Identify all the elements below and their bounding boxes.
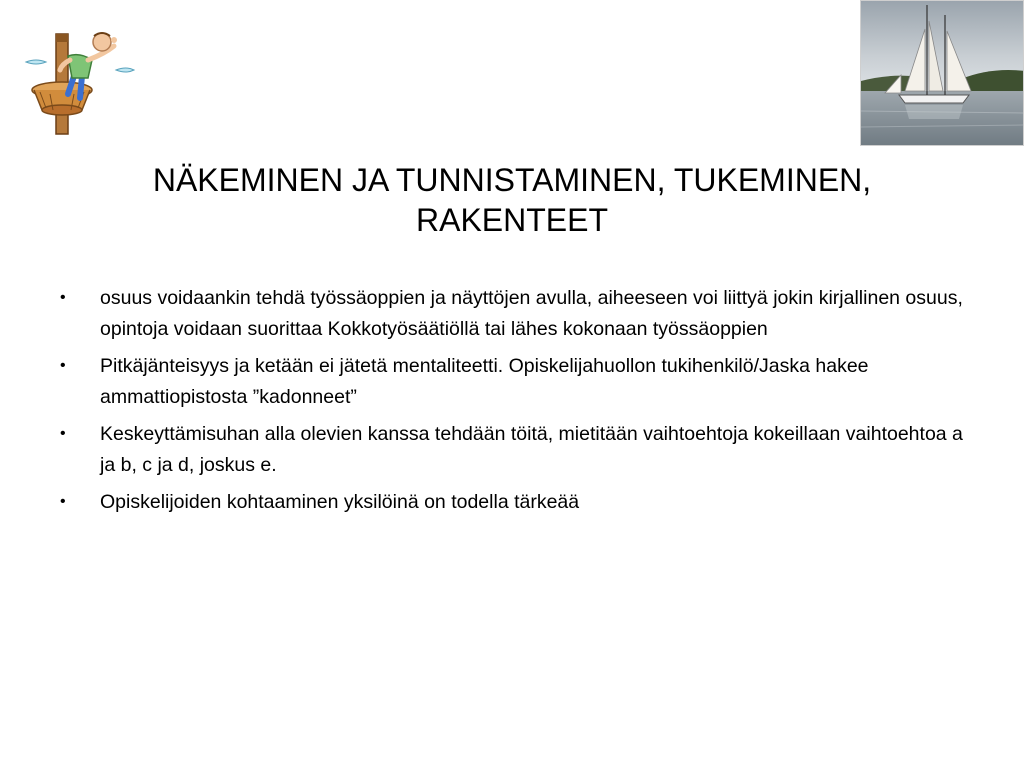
list-item bbox=[60, 351, 970, 412]
list-item-text: osuus voidaankin tehdä työssäoppien ja näyttöjen avulla, aiheeseen voi liittyä jokin kirjallinen osuus, opintoja voidaan suorittaa Kokkotyösäätiöllä tai lähes kokonaan työssäoppien bbox=[100, 287, 963, 340]
bullet-marker: • bbox=[60, 425, 66, 442]
lookout-illustration bbox=[22, 26, 140, 136]
bullet-marker: • bbox=[60, 357, 66, 374]
list-item-text: Keskeyttämisuhan alla olevien kanssa tehdään töitä, mietitään vaihtoehtoja kokeillaan vaihtoehtoa a ja b, c ja d, joskus e. bbox=[100, 423, 963, 476]
list-item-text: Pitkäjänteisyys ja ketään ei jätetä mentaliteetti. Opiskelijahuollon tukihenkilö/Jaska hakee ammattiopistosta ”kadonneet” bbox=[100, 355, 869, 408]
slide-title: NÄKEMINEN JA TUNNISTAMINEN, TUKEMINEN, RAKENTEET bbox=[152, 162, 872, 238]
list-item bbox=[60, 487, 970, 518]
list-item bbox=[60, 419, 970, 480]
bullet-marker: • bbox=[60, 289, 66, 306]
bullet-marker: • bbox=[60, 493, 66, 510]
list-item-text: Opiskelijoiden kohtaaminen yksilöinä on todella tärkeää bbox=[100, 491, 580, 513]
ship-photo bbox=[860, 0, 1024, 146]
list-item bbox=[60, 283, 970, 344]
bullet-list bbox=[60, 283, 970, 525]
